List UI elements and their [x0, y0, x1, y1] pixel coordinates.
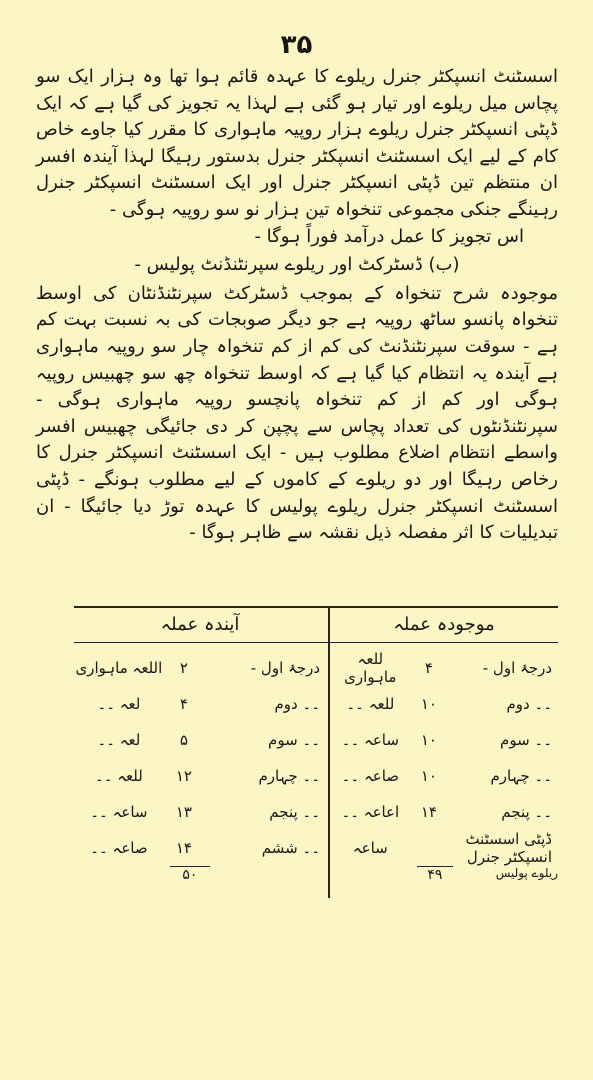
total-row [330, 866, 558, 892]
pay-cell: ساعہ ۔۔ [90, 803, 148, 821]
staff-table [74, 606, 558, 898]
grade-cell: ۔۔ ششم [261, 839, 320, 857]
pay-cell: للعہ ماہواری [344, 650, 397, 686]
section-heading: (ب) ڈسٹرکٹ اور ریلوے سپرنٹنڈنٹ پولیس - [134, 254, 460, 276]
grade-cell: ۔۔ پنجم [501, 803, 552, 821]
count-cell: ۱۲ [175, 767, 192, 785]
table-row [330, 686, 558, 722]
future-staff-title: آیندہ عملہ [160, 614, 240, 635]
table-row [74, 794, 326, 830]
count-cell: ۱۳ [175, 803, 192, 821]
grade-cell: ۔۔ دوم [274, 695, 320, 713]
pay-cell: لعہ ۔۔ [97, 695, 141, 713]
table-row [330, 794, 558, 830]
pay-cell: صاعہ ۔۔ [341, 767, 400, 785]
count-cell: ۴ [179, 695, 188, 713]
grade-cell: ۔۔ سوم [500, 731, 552, 749]
present-staff-title: موجودہ عملہ [393, 614, 495, 635]
present-staff-column [330, 608, 558, 898]
grade-cell: ۔۔ چہارم [258, 767, 320, 785]
total-cell: ۵۰ [170, 866, 210, 892]
grade-cell: درجۂ اول - [250, 659, 320, 677]
pay-cell: للعہ ۔۔ [346, 695, 395, 713]
grade-cell: ۔۔ پنجم [269, 803, 320, 821]
page-number: ۳۵ [280, 30, 313, 60]
future-staff-column [74, 608, 326, 898]
paragraph-2: اس تجویز کا عمل درآمد فوراً ہوگا - [254, 225, 524, 247]
total-cell: ۴۹ [417, 866, 453, 892]
pay-cell: صاعہ ۔۔ [90, 839, 148, 857]
pay-cell: اللعہ ماہواری [75, 659, 163, 677]
table-row [330, 830, 558, 866]
pay-cell: ساعہ [352, 839, 388, 857]
pay-cell: للعہ ۔۔ [94, 767, 143, 785]
table-row [74, 650, 326, 686]
railway-police-label: ریلوے پولیس [495, 866, 558, 880]
table-row [74, 830, 326, 866]
body-text [36, 64, 558, 547]
count-cell: ۴ [424, 659, 433, 677]
count-cell: ۲ [179, 659, 188, 677]
pay-cell: لعہ ۔۔ [97, 731, 141, 749]
grade-cell: ۔۔ چہارم [490, 767, 552, 785]
total-row [74, 866, 326, 892]
pay-cell: اعاعہ ۔۔ [341, 803, 400, 821]
count-cell: ۱۴ [420, 803, 437, 821]
count-cell: ۱۰ [420, 731, 437, 749]
table-row [74, 686, 326, 722]
table-row [74, 758, 326, 794]
count-cell: ۵ [179, 731, 188, 749]
table-row [74, 722, 326, 758]
table-row [330, 722, 558, 758]
paragraph-3: موجودہ شرح تنخواہ کے بموجب ڈسٹرکٹ سپرنٹنڈنٹان کی اوسط تنخواہ پانسو ساٹھ روپیہ ہے جو دیگر صوبجات کی بہ نسبت بہت کم ہے - سوقت سپرنٹنڈنٹ کی کم از کم تنخواہ چار سو روپیہ ماہواری ہے آیندہ یہ انتظام کیا گیا ہے کہ اوسط تنخواہ چھ سو چھبیس روپیہ ہوگی اور کم از کم تنخواہ پانچسو روپیہ ماہواری ہوگی - سپرنٹنڈنٹوں کی تعداد پچاس سے پچپن کر دی جائیگی چھبیس افسر واسطے انتظام اضلاع مطلوب ہیں - ایک اسسٹنٹ انسپکٹر جنرل کا رخاص رہیگا اور دو ریلوے کے کاموں کے لیے مطلوب ہونگے - ڈپٹی اسسٹنٹ انسپکٹر جنرل ریلوے پولیس کا عہدہ توڑ دیا جائیگا - ان تبدیلیات کا اثر مفصلہ ذیل نقشہ سے ظاہر ہوگا - [36, 282, 558, 544]
paragraph-1: اسسٹنٹ انسپکٹر جنرل ریلوے کا عہدہ قائم ہوا تھا وہ ہزار ایک سو پچاس میل ریلوے اور تیار ہو گئی ہے لہذا یہ تجویز کی گیا ہے کہ ایک ڈپٹی انسپکٹر جنرل ریلوے ہزار روپیہ ماہواری کا مقرر کیا جاوے خاص کام کے لیے ایک اسسٹنٹ انسپکٹر جنرل بدستور رہیگا لہذا آیندہ افسر ان منتظم تین ڈپٹی انسپکٹر جنرل اور ایک اسسٹنٹ انسپکٹر جنرل رہینگے جنکی مجموعی تنخواہ تین ہزار نو سو روپیہ ہوگی - [36, 66, 558, 220]
count-cell: ۱۰ [420, 767, 437, 785]
count-cell: ۱۰ [420, 695, 437, 713]
grade-cell: درجۂ اول - [482, 659, 552, 677]
grade-cell: ڈپٹی اسسٹنٹ انسپکٹر جنرل [465, 830, 552, 866]
pay-cell: ساعہ ۔۔ [341, 731, 399, 749]
table-row [330, 758, 558, 794]
table-row [330, 650, 558, 686]
grade-cell: ۔۔ دوم [506, 695, 552, 713]
count-cell: ۱۴ [175, 839, 192, 857]
grade-cell: ۔۔ سوم [268, 731, 320, 749]
